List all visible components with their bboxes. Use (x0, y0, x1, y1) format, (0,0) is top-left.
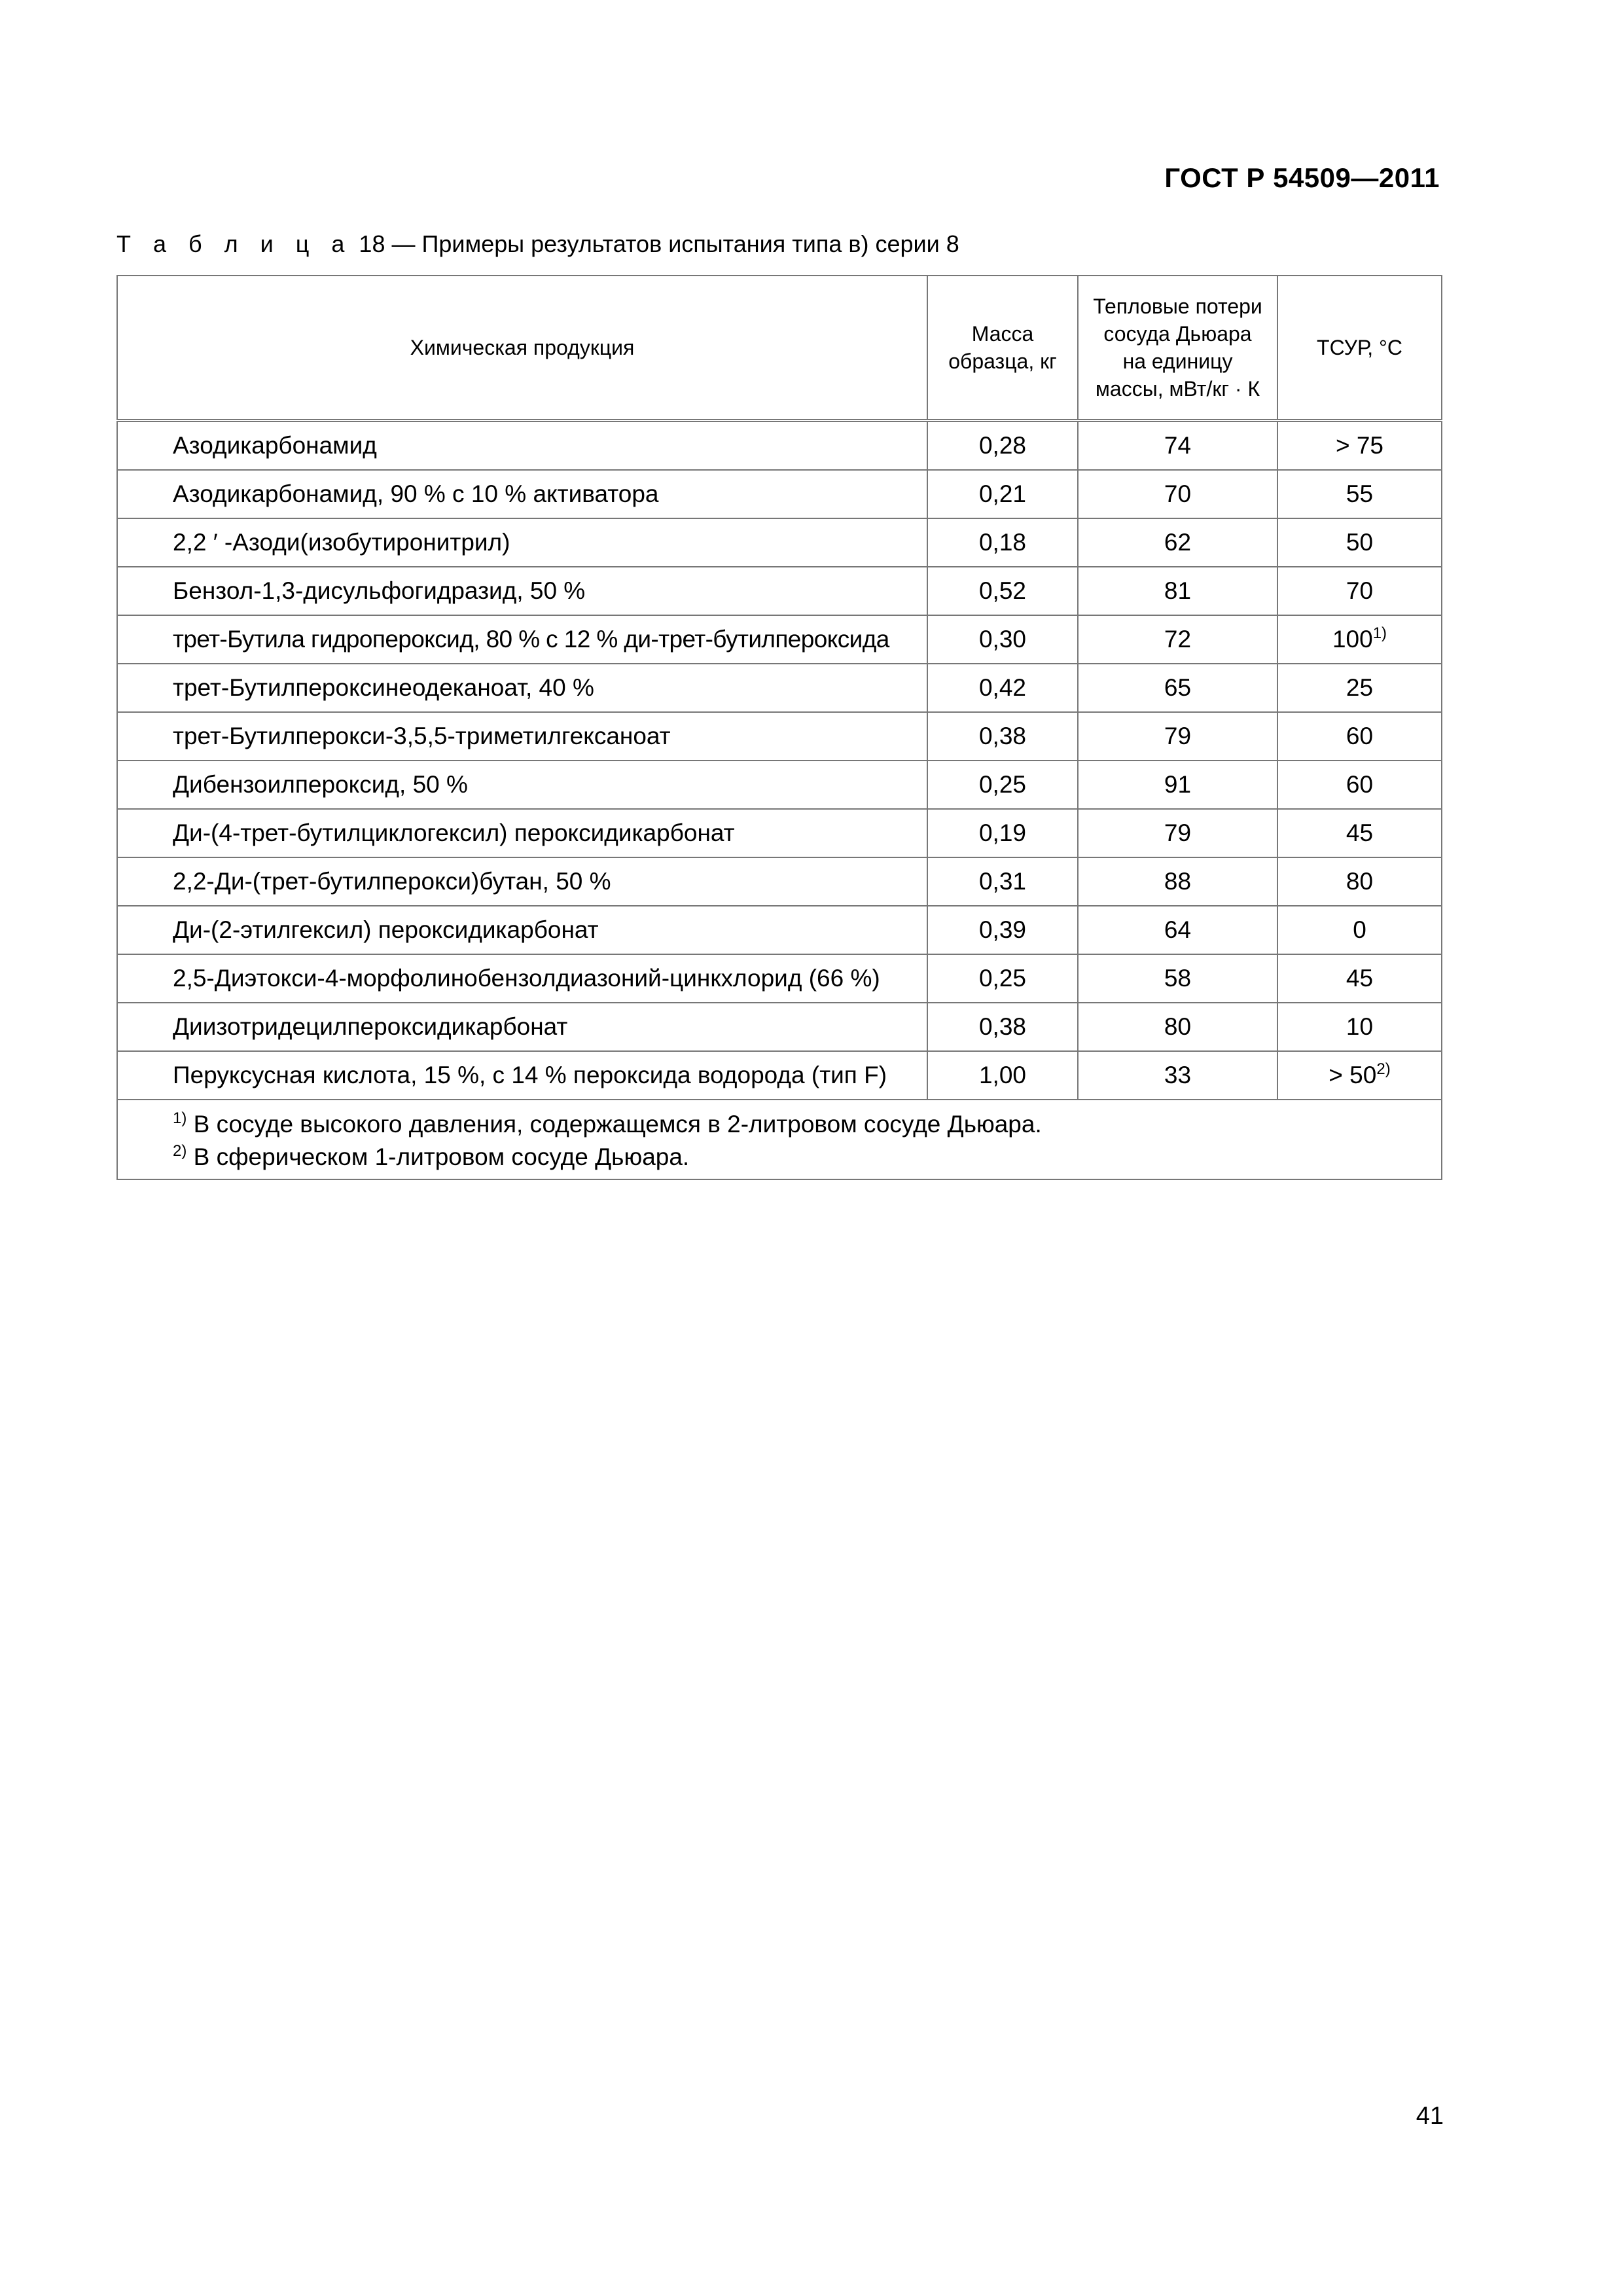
footnote-text: В сосуде высокого давления, содержащемся в 2-литровом сосуде Дьюара. (193, 1111, 1042, 1138)
cell-tsur (1277, 809, 1442, 857)
table-row (117, 567, 1442, 615)
cell-tsur (1277, 567, 1442, 615)
header-heat-line: Тепловые потери (1093, 295, 1262, 318)
cell-heat-loss: 88 (1078, 857, 1277, 906)
header-product: Химическая продукция (117, 276, 927, 421)
cell-product: 2,2 ′ -Азоди(изобутиронитрил) (117, 518, 927, 567)
cell-heat-loss: 74 (1078, 421, 1277, 471)
footnote (173, 1141, 1441, 1174)
page-number: 41 (1416, 2102, 1444, 2130)
table-row (117, 712, 1442, 761)
tsur-value: > 75 (1335, 432, 1384, 459)
table-footnotes-row (117, 1100, 1442, 1179)
table-row (117, 1051, 1442, 1100)
tsur-footnote-mark: 1) (1372, 624, 1387, 642)
cell-mass: 0,38 (927, 1003, 1078, 1051)
tsur-value: 60 (1346, 723, 1374, 749)
cell-product: трет-Бутила гидропероксид, 80 % с 12 % ди-трет-бутилпероксида (117, 615, 927, 664)
results-table (116, 275, 1442, 1180)
table-footnotes (117, 1100, 1442, 1179)
cell-product: Дибензоилпероксид, 50 % (117, 761, 927, 809)
table-row (117, 470, 1442, 518)
cell-heat-loss: 62 (1078, 518, 1277, 567)
header-mass-line: образца, кг (948, 350, 1057, 373)
cell-heat-loss: 33 (1078, 1051, 1277, 1100)
cell-product: трет-Бутилперокси-3,5,5-триметилгексаноат (117, 712, 927, 761)
cell-mass: 0,42 (927, 664, 1078, 712)
table-caption-text: 18 — Примеры результатов испытания типа в) серии 8 (359, 230, 959, 257)
cell-product: Диизотридецилпероксидикарбонат (117, 1003, 927, 1051)
table-row (117, 664, 1442, 712)
cell-tsur (1277, 712, 1442, 761)
tsur-value: 70 (1346, 577, 1374, 604)
cell-tsur (1277, 470, 1442, 518)
table-row (117, 421, 1442, 471)
table-caption-prefix: Т а б л и ц а (116, 230, 353, 257)
cell-tsur (1277, 761, 1442, 809)
tsur-value: 10 (1346, 1013, 1374, 1040)
cell-mass: 0,38 (927, 712, 1078, 761)
cell-heat-loss: 79 (1078, 712, 1277, 761)
cell-mass: 0,28 (927, 421, 1078, 471)
footnote-mark: 2) (173, 1142, 187, 1160)
cell-heat-loss: 58 (1078, 954, 1277, 1003)
cell-mass: 0,25 (927, 761, 1078, 809)
tsur-value: > 50 (1329, 1062, 1377, 1088)
tsur-value: 25 (1346, 674, 1374, 701)
table-row (117, 809, 1442, 857)
cell-tsur (1277, 1003, 1442, 1051)
cell-heat-loss: 79 (1078, 809, 1277, 857)
cell-heat-loss: 65 (1078, 664, 1277, 712)
cell-product: трет-Бутилпероксинеодеканоат, 40 % (117, 664, 927, 712)
table-row (117, 518, 1442, 567)
tsur-value: 0 (1353, 916, 1366, 943)
header-heat-loss (1078, 276, 1277, 421)
footnote (173, 1108, 1441, 1141)
header-mass-line: Масса (971, 322, 1034, 346)
table-header-row (117, 276, 1442, 421)
tsur-footnote-mark: 2) (1376, 1060, 1391, 1078)
table-row (117, 857, 1442, 906)
cell-mass: 0,31 (927, 857, 1078, 906)
table-row (117, 1003, 1442, 1051)
table-caption (116, 230, 959, 258)
cell-product: 2,5-Диэтокси-4-морфолинобензолдиазоний-цинкхлорид (66 %) (117, 954, 927, 1003)
cell-product: Азодикарбонамид, 90 % с 10 % активатора (117, 470, 927, 518)
cell-mass: 0,18 (927, 518, 1078, 567)
tsur-value: 100 (1332, 626, 1373, 653)
header-mass (927, 276, 1078, 421)
table-row (117, 954, 1442, 1003)
cell-product: 2,2-Ди-(трет-бутилперокси)бутан, 50 % (117, 857, 927, 906)
cell-tsur (1277, 518, 1442, 567)
footnote-mark: 1) (173, 1109, 187, 1127)
cell-mass: 0,52 (927, 567, 1078, 615)
header-heat-line: сосуда Дьюара (1103, 322, 1252, 346)
cell-tsur (1277, 857, 1442, 906)
cell-product: Азодикарбонамид (117, 421, 927, 471)
footnote-text: В сферическом 1-литровом сосуде Дьюара. (193, 1143, 690, 1170)
document-code: ГОСТ Р 54509—2011 (1164, 162, 1440, 193)
table-row (117, 761, 1442, 809)
cell-tsur (1277, 664, 1442, 712)
cell-mass: 0,25 (927, 954, 1078, 1003)
cell-product: Бензол-1,3-дисульфогидразид, 50 % (117, 567, 927, 615)
header-tsur: ТСУР, °С (1277, 276, 1442, 421)
tsur-value: 45 (1346, 819, 1374, 846)
cell-tsur (1277, 1051, 1442, 1100)
header-heat-line: массы, мВт/кг · К (1095, 377, 1260, 401)
cell-tsur (1277, 954, 1442, 1003)
cell-tsur (1277, 421, 1442, 471)
cell-mass: 0,30 (927, 615, 1078, 664)
header-heat-line: на единицу (1122, 350, 1233, 373)
cell-heat-loss: 64 (1078, 906, 1277, 954)
cell-heat-loss: 80 (1078, 1003, 1277, 1051)
table-row (117, 615, 1442, 664)
tsur-value: 50 (1346, 529, 1374, 556)
cell-heat-loss: 70 (1078, 470, 1277, 518)
cell-heat-loss: 72 (1078, 615, 1277, 664)
cell-mass: 0,39 (927, 906, 1078, 954)
table-row (117, 906, 1442, 954)
cell-mass: 0,19 (927, 809, 1078, 857)
cell-heat-loss: 81 (1078, 567, 1277, 615)
cell-tsur (1277, 615, 1442, 664)
tsur-value: 80 (1346, 868, 1374, 895)
cell-product: Перуксусная кислота, 15 %, с 14 % пероксида водорода (тип F) (117, 1051, 927, 1100)
tsur-value: 60 (1346, 771, 1374, 798)
cell-heat-loss: 91 (1078, 761, 1277, 809)
cell-mass: 1,00 (927, 1051, 1078, 1100)
cell-mass: 0,21 (927, 470, 1078, 518)
cell-product: Ди-(2-этилгексил) пероксидикарбонат (117, 906, 927, 954)
tsur-value: 55 (1346, 480, 1374, 507)
tsur-value: 45 (1346, 965, 1374, 992)
cell-product: Ди-(4-трет-бутилциклогексил) пероксидикарбонат (117, 809, 927, 857)
cell-tsur (1277, 906, 1442, 954)
